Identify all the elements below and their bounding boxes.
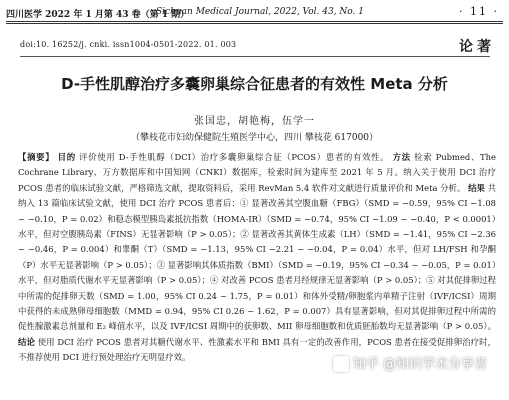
author-list: 张国忠，胡艳梅，伍学一 xyxy=(194,116,315,127)
abstract-label: 【摘要】 xyxy=(18,152,55,162)
zhihu-logo-icon xyxy=(333,356,349,372)
doi-line: doi:10. 16252/j. cnki. issn1004-0501-2022. 01. 003 xyxy=(20,40,237,49)
abstract xyxy=(18,150,496,366)
page-number: · 11 · xyxy=(459,5,499,18)
journal-citation-en: Sichuan Medical Journal, 2022, Vol. 43, No. 1 xyxy=(156,7,364,17)
methods-label: 方法 xyxy=(392,152,411,162)
objective-text: 评价使用 D-手性肌醇（DCI）治疗多囊卵巢综合征（PCOS）患者的有效性。 xyxy=(79,152,390,162)
results-label: 结果 xyxy=(468,182,485,193)
objective-label: 目的 xyxy=(57,152,76,162)
watermark-text: 知乎 @知识学术分享者 xyxy=(352,356,487,372)
watermark xyxy=(333,353,487,373)
header-rule xyxy=(6,21,503,22)
article-title: D-手性肌醇治疗多囊卵巢综合征患者的有效性 Meta 分析 xyxy=(61,75,448,93)
running-header xyxy=(6,6,503,20)
abstract-body xyxy=(18,150,496,366)
journal-citation: 四川医学 2022 年 1 月第 43 卷（第 1 期） xyxy=(6,10,190,20)
header-rule-secondary xyxy=(6,23,503,24)
section-label: 论著 xyxy=(459,39,495,55)
conclusion-label: 结论 xyxy=(18,336,35,347)
doi-rule xyxy=(20,56,490,57)
author-affiliation: （攀枝花市妇幼保健院生殖医学中心，四川 攀枝花 617000） xyxy=(130,133,379,143)
results-text: 共纳入 13 篇临床试验文献，使用 DCI 治疗 PCOS 患者后：① 显著改善其空腹血糖（FBG）（SMD = −0.59，95% CI −1.08 ~ −0.10，P = 0.02）和稳态模型胰岛素抵抗指数（HOMA-IR）（SMD = −0.74，95% CI −1.09 ~ −0.40，P < 0.0001）水平，但对空腹胰岛素（FINS）无显著影响（P > 0.05）；② 显著改善其黄体生成素（LH）（SMD = −1.41，95% CI −2.36 ~ −0.46，P = 0.004）和睾酮（T）（SMD = −1.13，95% CI −2.21 ~ −0.04，P = 0.04）水平，但对 LH/FSH 和孕酮（P）水平无显著影响（P > 0.05）；③ 显著影响其体质指数（BMI）（SMD = −0.19，95% CI −0.34 ~ −0.05，P = 0.01）水平，但对脂质代谢水平无显著影响（P > 0.05）；④ 对改善 PCOS 患者月经规律无显著影响（P > 0.05）；⑤ 对其促排卵过程中所需的促排卵天数（SMD = 1.00，95% CI 0.24 ~ 1.75，P = 0.01）和体外受精/卵胞浆内单精子注射（IVF/ICSI）周期中获得的未成熟卵母细胞数（MMD = 0.94，95% CI 0.26 ~ 1.62，P = 0.007）具有显著影响，但对其促排卵过程中所需的促性腺激素总剂量和 E₂ 峰值水平，以及 IVF/ICSI 周期中的获卵数、MII 卵母细胞数和优质胚胎数均无显著影响（P > 0.05）。 xyxy=(18,182,496,332)
conclusion-text: 使用 DCI 治疗 PCOS 患者对其糖代谢水平、性激素水平和 BMI 具有一定的改善作用，PCOS 患者在接受促排卵治疗时，不推荐使用 DCI 进行预处理治疗无明显疗效。 xyxy=(18,336,496,363)
methods-text: 检索 Pubmed、The Cochrane Library、万方数据库和中国知网（CNKI）数据库，检索时间为建库至 2021 年 5 月。纳入关于使用 DCI 治疗 PCOS 患者的临床试验文献，严格筛选文献，提取资料后，采用 RevMan 5.4 软件对文献进行质量评价和 Meta 分析。 xyxy=(18,152,496,193)
